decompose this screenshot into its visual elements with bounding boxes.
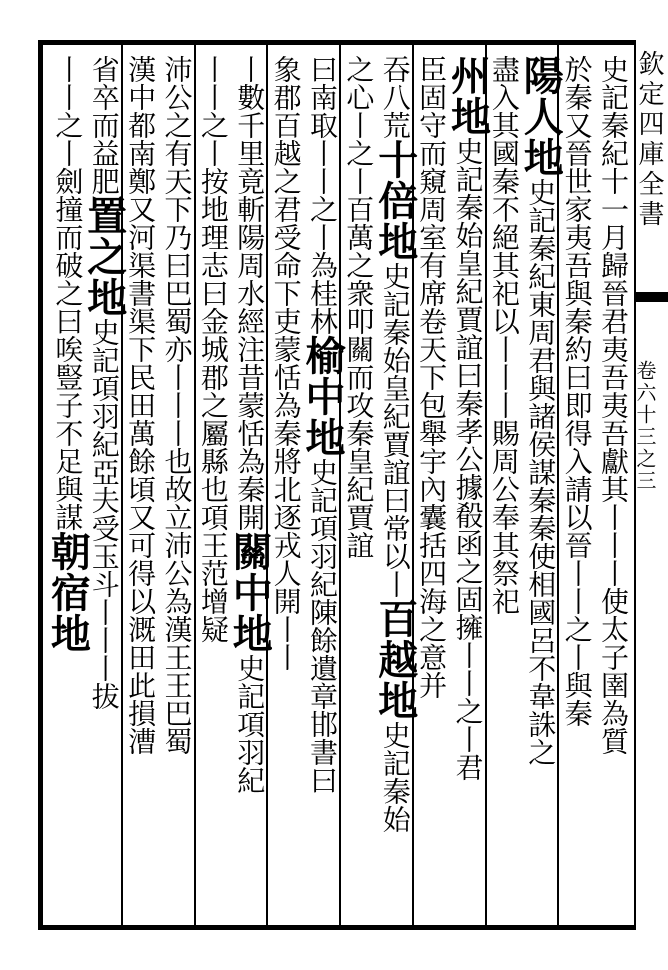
margin-title: 欽定四庫全書 (634, 50, 664, 230)
commentary-text: 項王范增疑 (196, 503, 230, 643)
commentary-text: 臣固守而窺周室有席卷天下包舉宇內囊括四海之意并 (415, 55, 449, 699)
commentary-text: 劍撞而破之曰唉豎子不足與謀 (51, 167, 85, 531)
text-column (156, 55, 198, 915)
headword: 榆中地 (299, 335, 346, 458)
text-column (444, 55, 492, 915)
text-column (299, 55, 346, 915)
text-column (192, 55, 234, 915)
commentary-text: 蒙恬為秦將北逐戎人開丨丨 (269, 335, 303, 671)
commentary-text: 史記秦始皇紀賈誼曰常以丨 (378, 262, 412, 598)
commentary-text: 丨丨之丨按地理志曰金城郡之屬縣也 (196, 55, 230, 503)
volume-label: 卷六十三之三 (633, 360, 657, 492)
headword: 十倍地 (371, 139, 419, 262)
commentary-text: 象郡百越之君受命下吏 (269, 55, 303, 335)
commentary-text: 吞八荒 (378, 55, 412, 139)
commentary-text: 史記秦紀十一月歸晉君夷吾夷吾獻其丨丨丨使太子圉為質 (597, 55, 630, 755)
commentary-text: 丨丨之丨 (51, 55, 85, 167)
headword: 置之地 (80, 195, 128, 318)
headword: 州地 (444, 55, 492, 137)
commentary-text: 史記項羽紀陳餘遺章邯書曰 (306, 458, 339, 794)
commentary-text: 史記秦始皇紀賈誼曰秦孝公據殽函之固擁丨丨之丨君 (451, 137, 485, 781)
commentary-text: 丨之丨百萬之衆叩關而攻秦 (342, 111, 376, 447)
headword: 百越地 (371, 598, 419, 721)
text-column (483, 55, 525, 915)
commentary-text: 於秦又晉世家夷吾與秦約曰即得入請以晉丨丨之丨與秦 (560, 55, 594, 727)
text-column (44, 55, 92, 915)
text-column (119, 55, 161, 915)
commentary-text: 史記秦紀東周君與諸侯謀秦秦使相國呂不韋誅之 (524, 178, 558, 766)
headword: 陽人地 (517, 55, 565, 178)
headword: 關中地 (226, 531, 274, 654)
commentary-text: 沛公之有天下乃曰巴蜀亦丨丨丨也故立沛公為漢王王巴蜀 (160, 55, 194, 755)
text-column (80, 55, 128, 915)
commentary-text: 史記項羽紀亞夫受玉斗丨丨丨拔 (87, 318, 121, 710)
text-column (337, 55, 379, 915)
commentary-text: 史記秦始 (378, 721, 412, 833)
commentary-text: 丨數千里竟斬陽周水經注昔蒙恬為秦開 (233, 55, 267, 531)
commentary-text: 之心 (342, 55, 376, 111)
commentary-text: 盡入其國秦不絕其祀以丨丨丨賜周公奉其祭祀 (487, 55, 521, 615)
text-column (226, 55, 274, 915)
text-column (556, 55, 598, 915)
headword: 朝宿地 (44, 531, 92, 654)
fish-tail-mark (634, 292, 668, 302)
text-column (371, 55, 419, 915)
text-column (517, 55, 565, 915)
text-column (265, 55, 307, 915)
commentary-text: 漢中都南鄭又河渠書渠下民田萬餘頃又可得以溉田此損漕 (124, 55, 158, 755)
commentary-text: 省卒而益肥 (87, 55, 121, 195)
commentary-text: 皇紀賈誼 (342, 447, 376, 559)
commentary-text: 史記項羽紀 (233, 654, 267, 794)
text-column (592, 55, 634, 915)
commentary-text: 曰南取丨丨之丨為桂林 (306, 55, 339, 335)
